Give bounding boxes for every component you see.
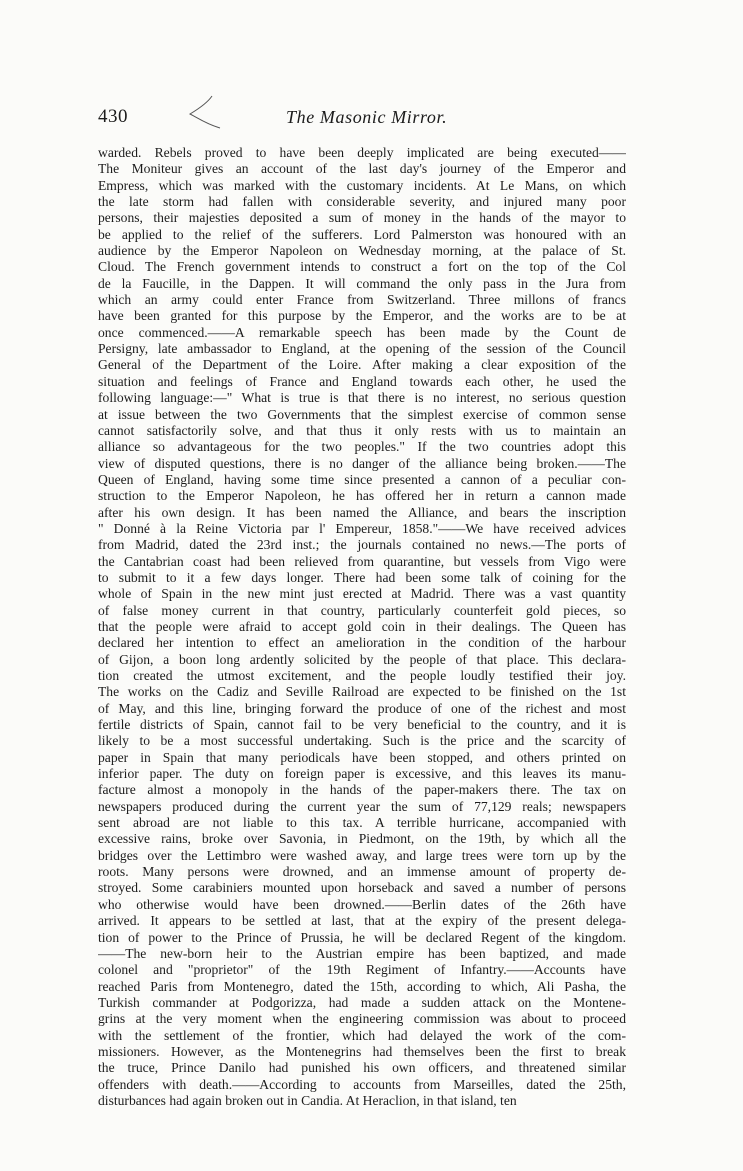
page-header: [98, 106, 643, 140]
body-line: The Moniteur gives an account of the last day's journey of the Emperor and: [98, 161, 626, 177]
body-line: whole of Spain in the new mint just erected at Madrid. There was a vast quantity: [98, 586, 626, 602]
body-line: following language:—" What is true is that there is no interest, no serious question: [98, 390, 626, 406]
body-line: ——The new-born heir to the Austrian empire has been baptized, and made: [98, 945, 626, 961]
body-line: be applied to the relief of the sufferers. Lord Palmerston was honoured with an: [98, 226, 626, 242]
body-line: warded. Rebels proved to have been deeply implicated are being executed——: [98, 145, 626, 160]
body-line: once commenced.——A remarkable speech has been made by the Count de: [98, 324, 626, 340]
body-line: stroyed. Some carabiniers mounted upon horseback and saved a number of persons: [98, 880, 626, 896]
body-line: after his own design. It has been named the Alliance, and bears the inscription: [98, 504, 626, 520]
running-title: The Masonic Mirror.: [286, 107, 448, 127]
body-line: persons, their majesties deposited a sum of money in the hands of the mayor to: [98, 210, 626, 226]
body-line: to submit to it a few days longer. There had been some talk of coining for the: [98, 569, 626, 585]
body-line: who otherwise would have been drowned.——Berlin dates of the 26th have: [98, 896, 626, 912]
body-line: tion of power to the Prince of Prussia, he will be declared Regent of the kingdom.: [98, 929, 626, 945]
body-line: Queen of England, having some time since presented a cannon of a peculiar con-: [98, 471, 626, 487]
body-line: reached Paris from Montenegro, dated the 15th, according to which, Ali Pasha, the: [98, 978, 626, 994]
body-line: alliance so advantageous for the two peoples." If the two countries adopt this: [98, 439, 626, 455]
body-line: excessive rains, broke over Savonia, in Piedmont, on the 19th, by which all the: [98, 831, 626, 847]
body-line: fertile districts of Spain, cannot fail to be very beneficial to the country, and it is: [98, 717, 626, 733]
body-line: at issue between the two Governments that the simplest exercise of common sense: [98, 406, 626, 422]
body-line: sent abroad are not liable to this tax. A terrible hurricane, accompanied with: [98, 815, 626, 831]
body-line: with the settlement of the frontier, which had delayed the work of the com-: [98, 1027, 626, 1043]
body-line: which an army could enter France from Switzerland. Three millons of francs: [98, 292, 626, 308]
body-line: the late storm had fallen with considerable severity, and injured many poor: [98, 194, 626, 210]
article-body: [98, 145, 626, 1109]
body-line: Persigny, late ambassador to England, at the opening of the session of the Council: [98, 341, 626, 357]
body-line: arrived. It appears to be settled at last, that at the expiry of the present delega-: [98, 913, 626, 929]
body-line: de la Faucille, in the Dappen. It will command the only pass in the Jura from: [98, 275, 626, 291]
body-line: General of the Department of the Loire. After making a clear exposition of the: [98, 357, 626, 373]
body-line: tion created the utmost excitement, and the people loudly testified their joy.: [98, 668, 626, 683]
body-line: offenders with death.——According to accounts from Marseilles, dated the 25th,: [98, 1076, 626, 1092]
body-line: situation and feelings of France and England towards each other, he used the: [98, 373, 626, 389]
body-line: of false money current in that country, particularly counterfeit gold pieces, so: [98, 602, 626, 618]
body-line: grins at the very moment when the engineering commission was about to proceed: [98, 1011, 626, 1027]
body-line: missioners. However, as the Montenegrins had themselves been the first to break: [98, 1043, 626, 1059]
body-line: likely to be a most successful undertaking. Such is the price and the scarcity of: [98, 733, 626, 749]
body-line: The works on the Cadiz and Seville Railroad are expected to be finished on the 1st: [98, 684, 626, 700]
body-line: the Cantabrian coast had been relieved from quarantine, but vessels from Vigo were: [98, 553, 626, 569]
body-line: of May, and this line, bringing forward the produce of one of the richest and most: [98, 700, 626, 716]
body-line: Turkish commander at Podgorizza, had made a sudden attack on the Montene-: [98, 994, 626, 1010]
body-line: have been granted for this purpose by the Emperor, and the works are to be at: [98, 308, 626, 324]
body-line: the truce, Prince Danilo had punished his own officers, and threatened similar: [98, 1060, 626, 1076]
body-line: struction to the Emperor Napoleon, he has offered her in return a cannon made: [98, 488, 626, 504]
body-line: roots. Many persons were drowned, and an immense amount of property de-: [98, 864, 626, 880]
body-line: bridges over the Lettimbro were washed away, and large trees were torn up by the: [98, 847, 626, 863]
body-line: that the people were afraid to accept gold coin in their dealings. The Queen has: [98, 618, 626, 634]
pencil-mark-icon: [186, 94, 226, 132]
body-line: inferior paper. The duty on foreign paper is excessive, and this leaves its manu-: [98, 766, 626, 782]
body-line: cannot satisfactorily solve, and that thus it only rests with us to maintain an: [98, 422, 626, 438]
body-line: from Madrid, dated the 23rd inst.; the journals contained no news.—The ports of: [98, 537, 626, 553]
body-line: audience by the Emperor Napoleon on Wednesday morning, at the palace of St.: [98, 243, 626, 259]
body-line: colonel and "proprietor" of the 19th Regiment of Infantry.——Accounts have: [98, 962, 626, 978]
body-line: paper in Spain that many periodicals have been stopped, and others printed on: [98, 749, 626, 765]
body-line: of Gijon, a boon long ardently solicited by the people of that place. This declara-: [98, 651, 626, 667]
body-line: view of disputed questions, there is no danger of the alliance being broken.——The: [98, 455, 626, 471]
body-line: Cloud. The French government intends to construct a fort on the top of the Col: [98, 259, 626, 275]
body-line: facture almost a monopoly in the hands of the paper-makers there. The tax on: [98, 782, 626, 798]
body-line: disturbances had again broken out in Candia. At Heraclion, in that island, ten: [98, 1092, 517, 1108]
body-line: newspapers produced during the current year the sum of 77,129 reals; newspapers: [98, 798, 626, 814]
body-line: " Donné à la Reine Victoria par l' Empereur, 1858."——We have received advices: [98, 520, 626, 536]
body-line: declared her intention to effect an amelioration in the condition of the harbour: [98, 635, 626, 651]
body-line: Empress, which was marked with the customary incidents. At Le Mans, on which: [98, 177, 626, 193]
page-number: 430: [98, 106, 128, 127]
